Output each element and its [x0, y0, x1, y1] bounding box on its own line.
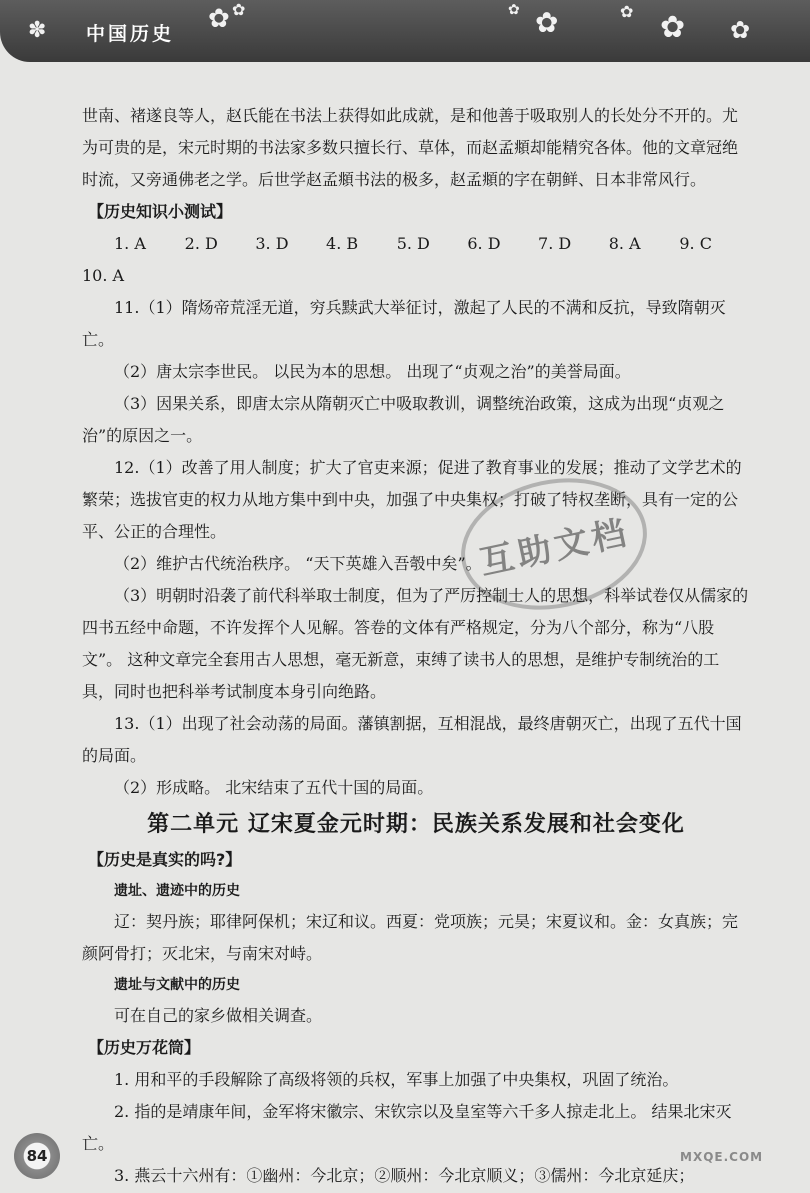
flower-icon: ✿ — [620, 2, 634, 21]
answer: 8. A — [608, 234, 641, 253]
page-content — [82, 100, 750, 1192]
paragraph: 辽：契丹族；耶律阿保机；宋辽和议。西夏：党项族；元昊；宋夏议和。金：女真族；完颜阿骨打；灭北宋，与南宋对峙。 — [82, 912, 739, 963]
stamp-text: 互助文档 — [476, 512, 634, 583]
answer: 5. D — [396, 234, 430, 253]
page-number-badge — [14, 1133, 60, 1179]
section-heading-true: 【历史是真实的吗?】 — [88, 850, 242, 869]
answer: 4. B — [326, 234, 359, 253]
answer-11-2: （2）唐太宗李世民。 以民为本的思想。 出现了“贞观之治”的美誉局面。 — [114, 362, 631, 381]
paragraph: 1. 用和平的手段解除了高级将领的兵权，军事上加强了中央集权，巩固了统治。 — [114, 1070, 679, 1089]
answer: 2. D — [184, 234, 218, 253]
flower-icon: ✿ — [508, 2, 520, 18]
page-header — [0, 0, 810, 62]
paragraph: 可在自己的家乡做相关调查。 — [114, 1006, 323, 1025]
section-heading-kaleidoscope: 【历史万花筒】 — [88, 1038, 201, 1057]
page-number: 84 — [26, 1147, 48, 1165]
paragraph: 3. 燕云十六州有：①幽州：今北京；②顺州：今北京顺义；③儒州：今北京延庆； — [114, 1166, 695, 1185]
answer-12-3: （3）明朝时沿袭了前代科举取士制度，但为了严厉控制士人的思想，科举试卷仅从儒家的四书五经中命题，不许发挥个人见解。答卷的文体有严格规定，分为八个部分，称为“八股文”。 这种文章完全套用古人思想，毫无新意，束缚了读书人的思想，是维护专制统治的工具，同时也把科举考试制度本身引向绝路。 — [82, 586, 749, 701]
flower-icon: ✿ — [208, 4, 230, 34]
answer: 9. C — [679, 234, 712, 253]
answer-11-3: （3）因果关系，即唐太宗从隋朝灭亡中吸取教训，调整统治政策，这成为出现“贞观之治”的原因之一。 — [82, 394, 725, 445]
flower-icon: ✿ — [730, 16, 751, 44]
paragraph: 世南、褚遂良等人，赵氏能在书法上获得如此成就，是和他善于吸取别人的长处分不开的。尤为可贵的是，宋元时期的书法家多数只擅长行、草体，而赵孟頫却能精究各体。他的文章冠绝时流，又旁通佛老之学。后世学赵孟頫书法的极多，赵孟頫的字在朝鲜、日本非常风行。 — [82, 106, 739, 189]
answer-10: 10. A — [82, 266, 125, 285]
quiz-answers — [82, 228, 750, 260]
answer-13-1: 13.（1）出现了社会动荡的局面。藩镇割据，互相混战，最终唐朝灭亡，出现了五代十国的局面。 — [82, 714, 742, 765]
answer-13-2: （2）形成略。 北宋结束了五代十国的局面。 — [114, 778, 434, 797]
flower-icon: ✽ — [28, 18, 47, 43]
unit-title: 第二单元 辽宋夏金元时期：民族关系发展和社会变化 — [147, 811, 685, 837]
flower-icon: ✿ — [535, 6, 559, 39]
sub-heading: 遗址与文献中的历史 — [114, 977, 240, 993]
sub-heading: 遗址、遗迹中的历史 — [114, 883, 240, 899]
answer-12-2: （2）维护古代统治秩序。 “天下英雄入吾彀中矣”。 — [114, 554, 482, 573]
answer: 6. D — [467, 234, 501, 253]
quiz-heading: 【历史知识小测试】 — [88, 202, 233, 221]
answer: 1. A — [114, 234, 146, 253]
flower-icon: ✿ — [232, 0, 246, 19]
flower-icon: ✿ — [660, 10, 686, 45]
answer-11-1: 11.（1）隋炀帝荒淫无道，穷兵黩武大举征讨，激起了人民的不满和反抗，导致隋朝灭亡。 — [82, 298, 726, 349]
page-title: 中国历史 — [86, 23, 175, 45]
site-watermark: MXQE.COM — [680, 1150, 764, 1164]
answer: 7. D — [538, 234, 572, 253]
answer-12-1: 12.（1）改善了用人制度；扩大了官吏来源；促进了教育事业的发展；推动了文学艺术的繁荣；选拔官吏的权力从地方集中到中央，加强了中央集权；打破了特权垄断，具有一定的公平、公正的合理性。 — [82, 458, 742, 541]
answer: 3. D — [255, 234, 289, 253]
paragraph: 2. 指的是靖康年间，金军将宋徽宗、宋钦宗以及皇室等六千多人掠走北上。 结果北宋灭亡。 — [82, 1102, 732, 1153]
